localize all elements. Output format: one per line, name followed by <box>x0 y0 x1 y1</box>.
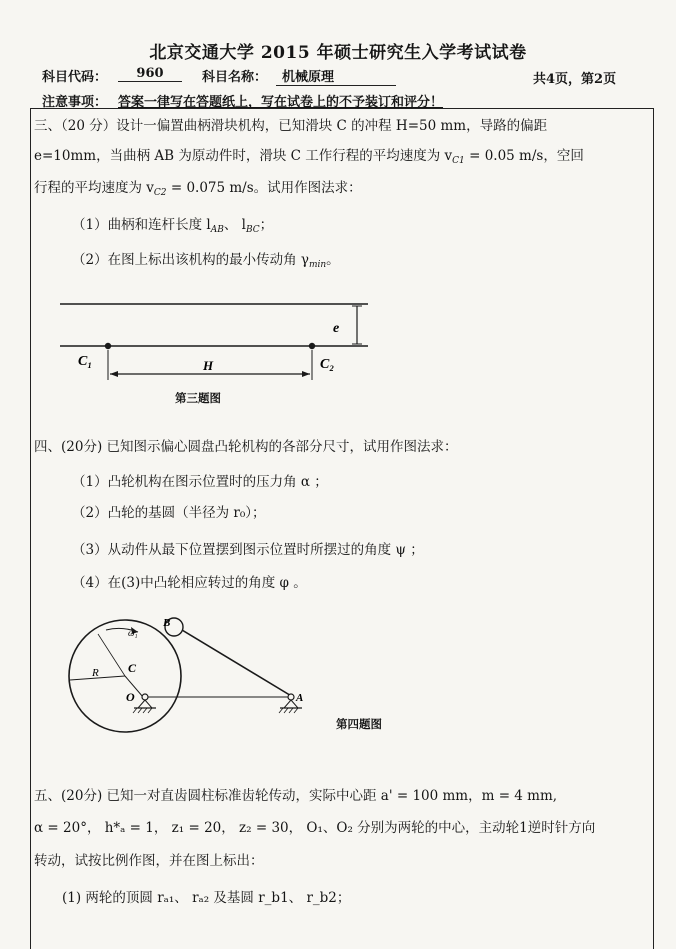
q4-item3: （3）从动件从最下位置摆到图示位置时所摆过的角度 ψ ； <box>72 542 424 558</box>
ground-hatch <box>133 708 298 713</box>
q3-line1: 三、（20 分）设计一偏置曲柄滑块机构，已知滑块 C 的冲程 H=50 mm，导路的偏距 <box>34 118 548 134</box>
q3-item1: （1）曲柄和连杆长度 $l_{AB}$、 $l_{BC}$； <box>72 217 274 235</box>
label-r: R <box>92 667 99 679</box>
subject-name-label: 科目名称： <box>202 70 268 85</box>
pivot-a <box>288 694 294 700</box>
q4-caption: 第四题图 <box>336 717 382 731</box>
notice-label: 注意事项： <box>42 95 108 110</box>
label-b: B <box>163 617 171 629</box>
subject-code-value: 960 <box>118 66 182 82</box>
q3-figure <box>0 290 676 420</box>
stroke-label: H <box>203 358 214 373</box>
exam-title: 北京交通大学 2015 年硕士研究生入学考试试卷 <box>149 43 527 63</box>
subject-name-value: 机械原理 <box>276 66 396 86</box>
page-info: 共4页，第2页 <box>533 72 617 87</box>
q5-line1: 五、(20分) 已知一对直齿圆柱标准齿轮传动，实际中心距 a' = 100 mm，m = 4 mm, <box>34 788 558 804</box>
follower-arm <box>182 630 293 697</box>
q5-line2: α = 20°， h*ₐ = 1， z₁ = 20， z₂ = 30， O₁、O₂ 分别为两轮的中心，主动轮1逆时针方向 <box>34 820 596 836</box>
q3-line3: 行程的平均速度为 $v_{C2} = 0.075$ m/s。试用作图法求： <box>34 180 362 198</box>
pivot-o <box>142 694 148 700</box>
q4-item4: （4）在(3)中凸轮相应转过的角度 φ 。 <box>72 575 307 591</box>
offset-label: e <box>333 321 340 336</box>
q3-item2: （2）在图上标出该机构的最小传动角 $\gamma_{min}$。 <box>72 252 340 270</box>
label-c2: C₂ <box>320 357 335 372</box>
label-a: A <box>296 692 304 704</box>
label-c1: C₁ <box>78 354 93 369</box>
omega-label: ω₁ <box>128 628 138 638</box>
q3-caption: 第三题图 <box>175 391 221 405</box>
label-c: C <box>128 661 137 675</box>
q4-line1: 四、(20分) 已知图示偏心圆盘凸轮机构的各部分尺寸，试用作图法求： <box>34 439 458 455</box>
q3-line2: e=10mm，当曲柄 AB 为原动件时，滑块 C 工作行程的平均速度为 $v_{C1} = 0.05$ m/s，空回 <box>34 148 584 166</box>
point-c1 <box>105 343 111 349</box>
q4-item2: （2）凸轮的基圆（半径为 r₀）； <box>72 505 266 521</box>
label-o: O <box>126 690 135 704</box>
q4-item1: （1）凸轮机构在图示位置时的压力角 α ； <box>72 474 328 490</box>
q5-item1: (1) 两轮的顶圆 rₐ₁、 rₐ₂ 及基圆 r_b1、 r_b2； <box>62 890 351 906</box>
subject-code-label: 科目代码： <box>42 70 108 85</box>
point-c2 <box>309 343 315 349</box>
notice-text: 答案一律写在答题纸上，写在试卷上的不予装订和评分！ <box>118 95 444 110</box>
q5-line3: 转动，试按比例作图，并在图上标出： <box>34 853 264 869</box>
